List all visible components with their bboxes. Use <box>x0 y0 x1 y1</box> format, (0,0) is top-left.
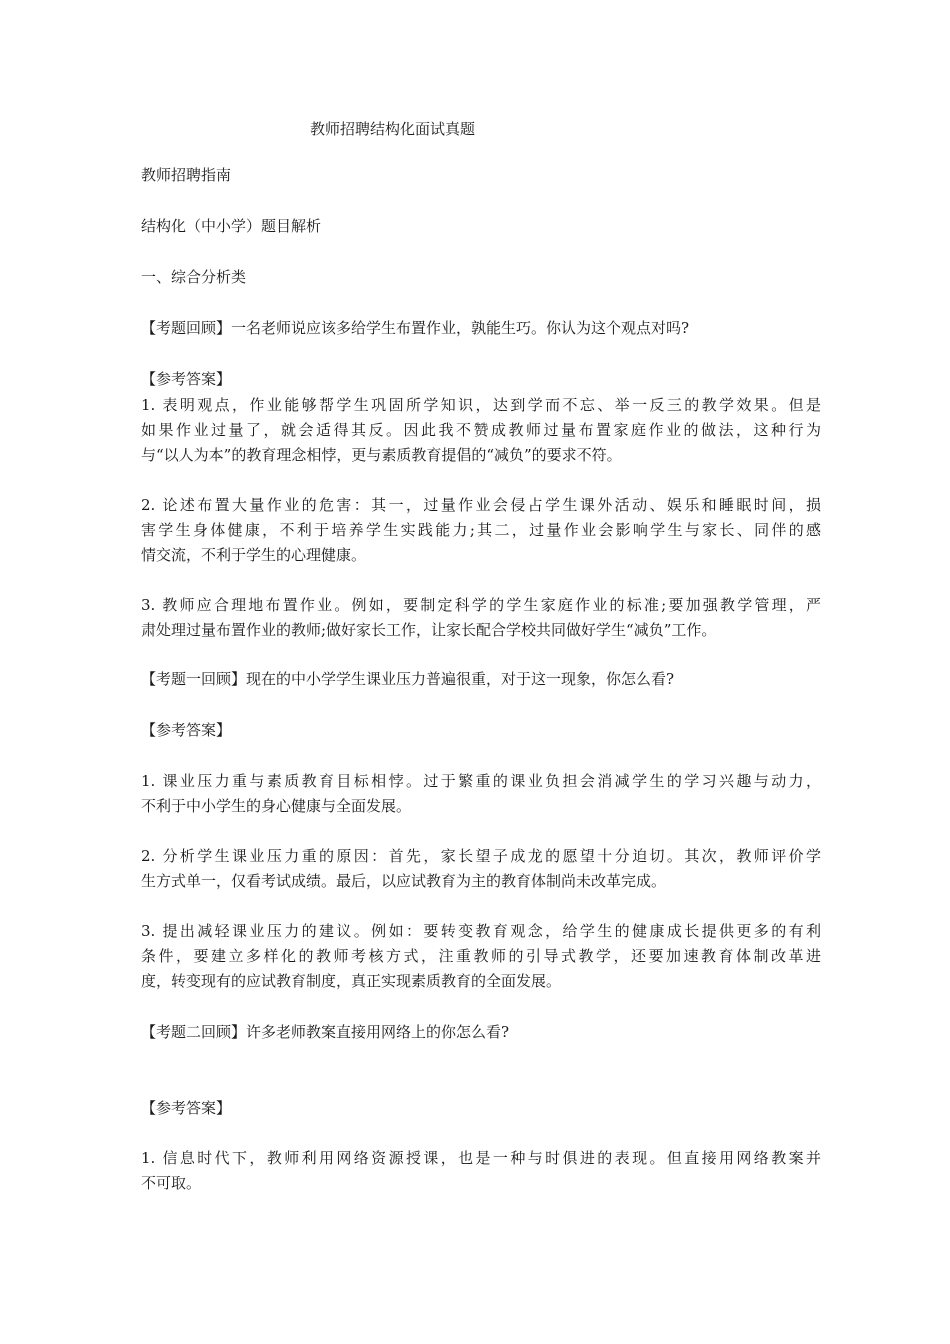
text-line: 条件，要建立多样化的教师考核方式，注重教师的引导式教学，还要加速教育体制改革进 <box>141 947 821 965</box>
text-line: 3. 教师应合理地布置作业。例如，要制定科学的学生家庭作业的标准;要加强教学管理，严 <box>141 596 821 614</box>
text-line: 如果作业过量了，就会适得其反。因此我不赞成教师过量布置家庭作业的做法，这种行为 <box>141 421 821 439</box>
subtitle-analysis: 结构化（中小学）题目解析 <box>141 217 322 235</box>
text-line: 不利于中小学生的身心健康与全面发展。 <box>141 797 412 815</box>
question-1: 【考题回顾】一名老师说应该多给学生布置作业，孰能生巧。你认为这个观点对吗? <box>141 319 690 337</box>
section-heading: 一、综合分析类 <box>141 268 247 286</box>
text-line: 生方式单一，仅看考试成绩。最后，以应试教育为主的教育体制尚未改革完成。 <box>141 872 667 890</box>
question-3: 【考题二回顾】许多老师教案直接用网络上的你怎么看? <box>141 1023 510 1041</box>
answer-label-3: 【参考答案】 <box>141 1099 232 1117</box>
q1-answer-point-3 <box>141 593 821 643</box>
text-line: 1. 课业压力重与素质教育目标相悖。过于繁重的课业负担会消减学生的学习兴趣与动力， <box>141 772 821 790</box>
text-line: 与“以人为本”的教育理念相悖，更与素质教育提倡的“减负”的要求不符。 <box>141 446 622 464</box>
subtitle-guide: 教师招聘指南 <box>141 166 232 184</box>
text-line: 2. 论述布置大量作业的危害：其一，过量作业会侵占学生课外活动、娱乐和睡眠时间，损 <box>141 496 821 514</box>
q2-answer-point-1 <box>141 769 821 819</box>
q2-answer-point-2 <box>141 844 821 894</box>
text-line: 1. 表明观点，作业能够帮学生巩固所学知识，达到学而不忘、举一反三的教学效果。但是 <box>141 396 821 414</box>
text-line: 肃处理过量布置作业的教师;做好家长工作，让家长配合学校共同做好学生“减负”工作。 <box>141 621 717 639</box>
answer-label-1: 【参考答案】 <box>141 370 232 388</box>
q1-answer-point-1 <box>141 393 821 468</box>
text-line: 2. 分析学生课业压力重的原因：首先，家长望子成龙的愿望十分迫切。其次，教师评价学 <box>141 847 821 865</box>
q2-answer-point-3 <box>141 919 821 994</box>
text-line: 1. 信息时代下，教师利用网络资源授课，也是一种与时俱进的表现。但直接用网络教案并 <box>141 1149 821 1167</box>
q3-answer-point-1 <box>141 1146 821 1196</box>
answer-label-2: 【参考答案】 <box>141 721 232 739</box>
question-2: 【考题一回顾】现在的中小学学生课业压力普遍很重，对于这一现象，你怎么看? <box>141 670 675 688</box>
text-line: 度，转变现有的应试教育制度，真正实现素质教育的全面发展。 <box>141 972 562 990</box>
text-line: 害学生身体健康，不利于培养学生实践能力;其二，过量作业会影响学生与家长、同伴的感 <box>141 521 821 539</box>
q1-answer-point-2 <box>141 493 821 568</box>
text-line: 不可取。 <box>141 1174 202 1192</box>
document-title: 教师招聘结构化面试真题 <box>310 120 476 138</box>
text-line: 3. 提出减轻课业压力的建议。例如：要转变教育观念，给学生的健康成长提供更多的有利 <box>141 922 821 940</box>
text-line: 情交流，不利于学生的心理健康。 <box>141 546 367 564</box>
